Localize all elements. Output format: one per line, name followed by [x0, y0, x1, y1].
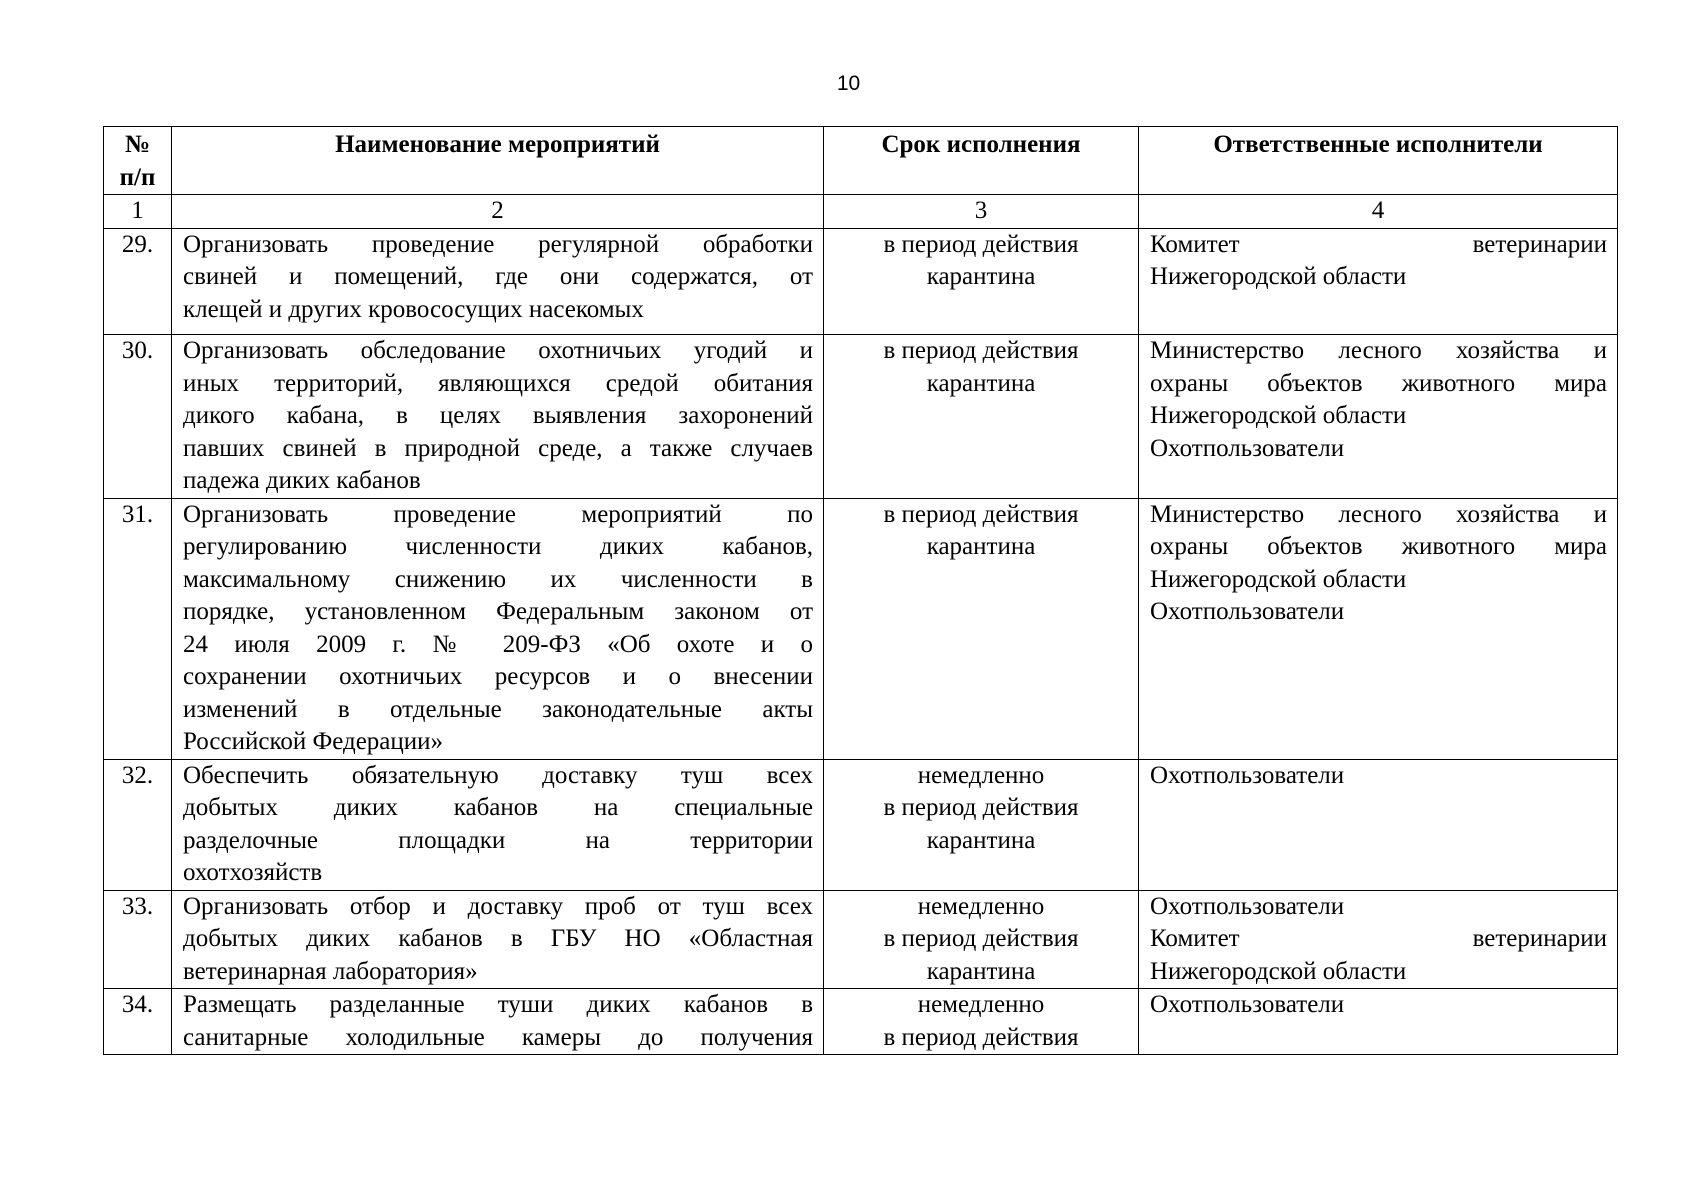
deadline-text: в период действия карантина: [824, 335, 1139, 499]
header-responsible: Ответственные исполнители: [1139, 127, 1618, 195]
measure-text: Обеспечить обязательную доставку туш всех добытых диких кабанов на специальные разделочные площадки на территории охотхозяйств: [172, 759, 824, 890]
row-number: 34.: [104, 989, 172, 1055]
responsible-text: Министерство лесного хозяйства и охраны объектов животного мира Нижегородской области Охотпользователи: [1139, 335, 1618, 499]
table-row: [104, 759, 1618, 890]
column-number: 2: [172, 195, 824, 229]
responsible-text: Охотпользователи: [1139, 759, 1618, 890]
column-number: 1: [104, 195, 172, 229]
deadline-text: в период действия карантина: [824, 498, 1139, 759]
column-number: 4: [1139, 195, 1618, 229]
responsible-text: Охотпользователи Комитет ветеринарии Нижегородской области: [1139, 890, 1618, 989]
row-number: 31.: [104, 498, 172, 759]
table-row: [104, 989, 1618, 1055]
table-row: [104, 335, 1618, 499]
header-measures: Наименование мероприятий: [172, 127, 824, 195]
measure-text: Организовать проведение мероприятий по регулированию численности диких кабанов, максимальному снижению их численности в порядке, установленном Федеральным законом от 24 июля 2009 г. № 209-ФЗ «Об охоте и о сохранении охотничьих ресурсов и о внесении изменений в отдельные законодательные акты Российской Федерации»: [172, 498, 824, 759]
table-row: [104, 890, 1618, 989]
page-number: 10: [836, 72, 861, 95]
row-number: 29.: [104, 228, 172, 335]
column-number-row: [104, 195, 1618, 229]
table-row: [104, 498, 1618, 759]
deadline-text: немедленно в период действия: [824, 989, 1139, 1055]
responsible-text: Комитет ветеринарии Нижегородской области: [1139, 228, 1618, 335]
row-number: 30.: [104, 335, 172, 499]
measure-text: Организовать отбор и доставку проб от туш всех добытых диких кабанов в ГБУ НО «Областная ветеринарная лаборатория»: [172, 890, 824, 989]
table-row: [104, 228, 1618, 335]
header-row: [104, 127, 1618, 195]
responsible-text: Охотпользователи: [1139, 989, 1618, 1055]
measure-text: Организовать проведение регулярной обработки свиней и помещений, где они содержатся, от клещей и других кровососущих насекомых: [172, 228, 824, 335]
row-number: 32.: [104, 759, 172, 890]
measures-table: [103, 126, 1618, 1055]
measure-text: Организовать обследование охотничьих угодий и иных территорий, являющихся средой обитания дикого кабана, в целях выявления захоронений павших свиней в природной среде, а также случаев падежа диких кабанов: [172, 335, 824, 499]
measure-text: Размещать разделанные туши диких кабанов в санитарные холодильные камеры до получения: [172, 989, 824, 1055]
deadline-text: в период действия карантина: [824, 228, 1139, 335]
deadline-text: немедленно в период действия карантина: [824, 890, 1139, 989]
deadline-text: немедленно в период действия карантина: [824, 759, 1139, 890]
header-number: № п/п: [104, 127, 172, 195]
column-number: 3: [824, 195, 1139, 229]
header-deadline: Срок исполнения: [824, 127, 1139, 195]
responsible-text: Министерство лесного хозяйства и охраны объектов животного мира Нижегородской области Охотпользователи: [1139, 498, 1618, 759]
row-number: 33.: [104, 890, 172, 989]
